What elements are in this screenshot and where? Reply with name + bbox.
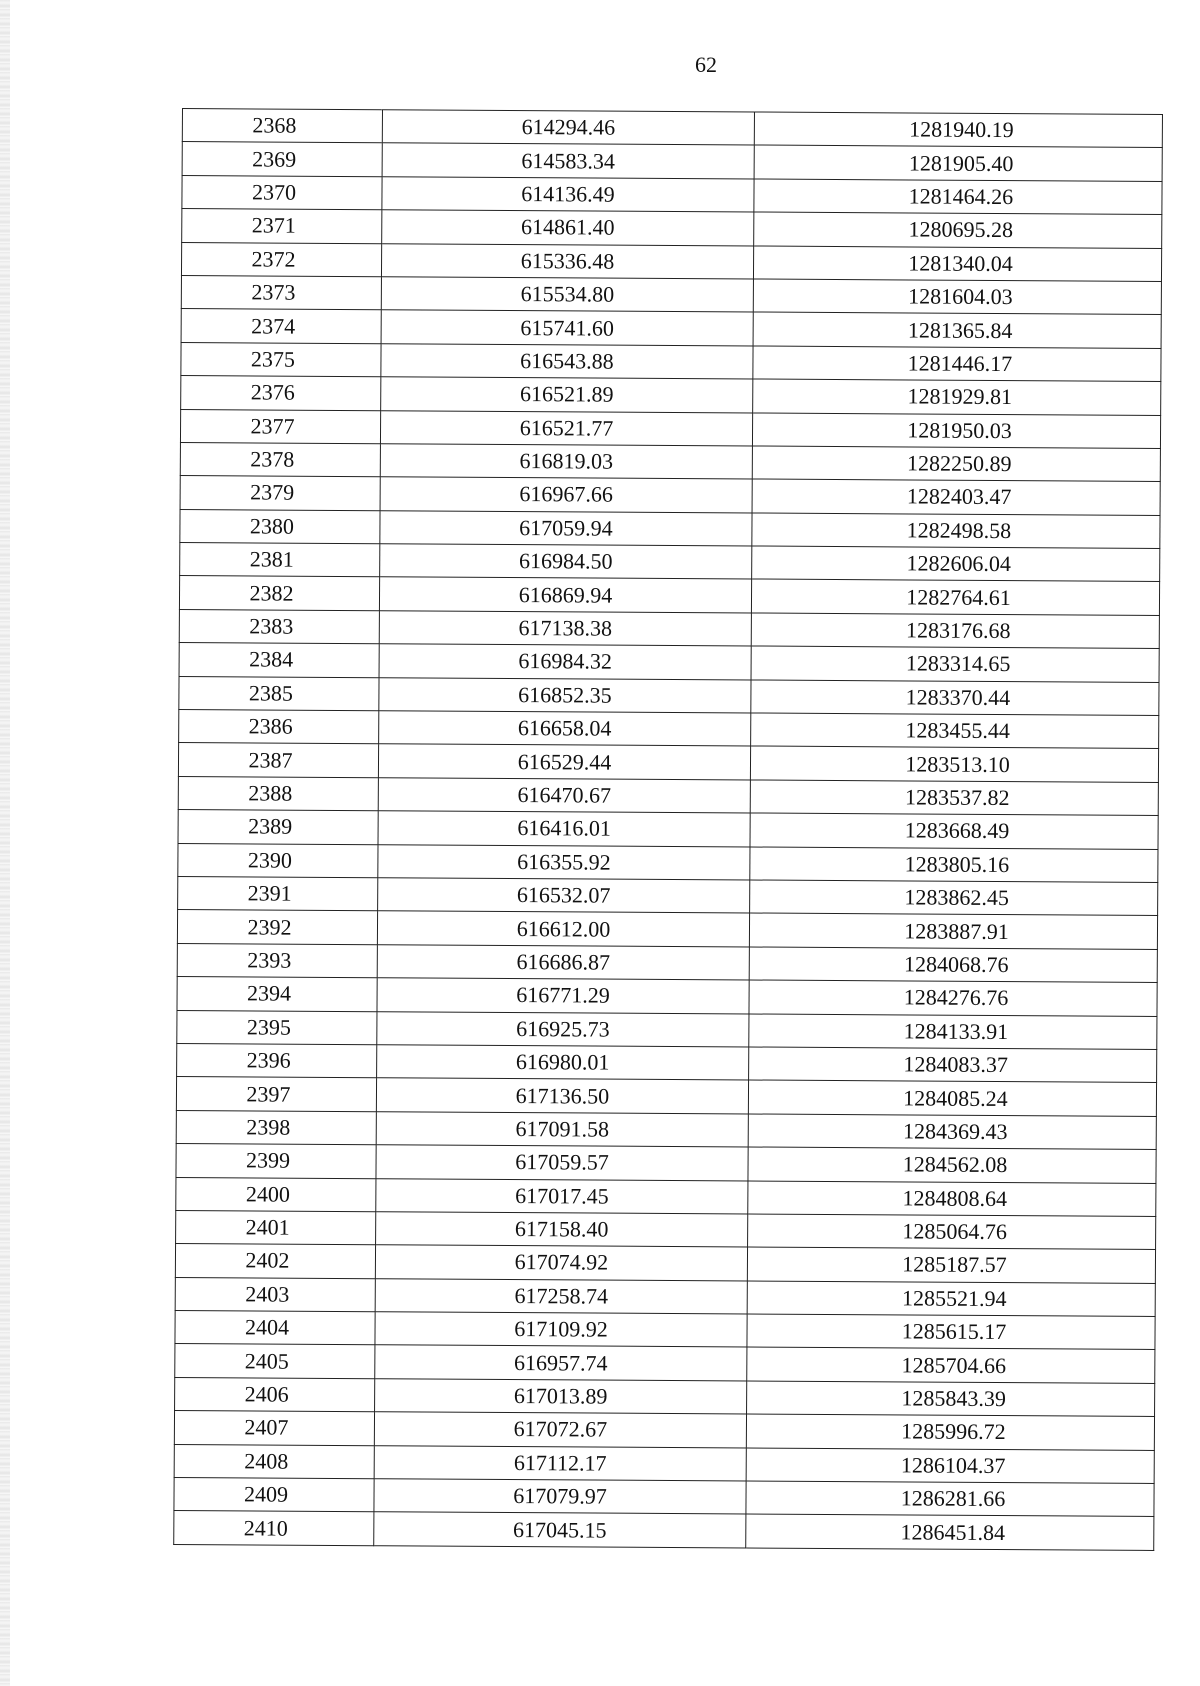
- x-coordinate-cell: 616521.77: [380, 410, 752, 446]
- point-number-cell: 2382: [179, 576, 379, 611]
- table-row: [174, 1511, 1154, 1550]
- x-coordinate-cell: 617112.17: [374, 1445, 746, 1481]
- x-coordinate-cell: 616416.01: [378, 811, 750, 847]
- page-number: 62: [695, 52, 717, 77]
- point-number-cell: 2399: [176, 1144, 376, 1179]
- y-coordinate-cell: 1284133.91: [749, 1014, 1157, 1050]
- y-coordinate-cell: 1286281.66: [746, 1481, 1154, 1517]
- point-number-cell: 2371: [182, 209, 382, 244]
- point-number-cell: 2396: [177, 1043, 377, 1078]
- x-coordinate-cell: 617091.58: [376, 1111, 748, 1147]
- y-coordinate-cell: 1281365.84: [753, 312, 1161, 348]
- y-coordinate-cell: 1285064.76: [748, 1214, 1156, 1250]
- table-body: [174, 109, 1163, 1551]
- y-coordinate-cell: 1281940.19: [754, 112, 1162, 148]
- point-number-cell: 2395: [177, 1010, 377, 1045]
- x-coordinate-cell: 617136.50: [376, 1078, 748, 1114]
- x-coordinate-cell: 617158.40: [376, 1212, 748, 1248]
- point-number-cell: 2383: [179, 609, 379, 644]
- y-coordinate-cell: 1281929.81: [753, 379, 1161, 415]
- y-coordinate-cell: 1281950.03: [752, 413, 1160, 449]
- x-coordinate-cell: 614136.49: [382, 177, 754, 213]
- x-coordinate-cell: 614861.40: [382, 210, 754, 246]
- point-number-cell: 2391: [178, 876, 378, 911]
- x-coordinate-cell: 617059.57: [376, 1145, 748, 1181]
- y-coordinate-cell: 1282498.58: [752, 513, 1160, 549]
- y-coordinate-cell: 1281604.03: [753, 279, 1161, 315]
- point-number-cell: 2405: [175, 1344, 375, 1379]
- y-coordinate-cell: 1284808.64: [748, 1180, 1156, 1216]
- x-coordinate-cell: 616925.73: [377, 1011, 749, 1047]
- x-coordinate-cell: 616869.94: [379, 577, 751, 613]
- point-number-cell: 2402: [175, 1244, 375, 1279]
- x-coordinate-cell: 617079.97: [374, 1479, 746, 1515]
- y-coordinate-cell: 1284068.76: [749, 947, 1157, 983]
- point-number-cell: 2373: [181, 275, 381, 310]
- point-number-cell: 2375: [181, 342, 381, 377]
- point-number-cell: 2387: [178, 743, 378, 778]
- point-number-cell: 2378: [180, 442, 380, 477]
- x-coordinate-cell: 616543.88: [381, 343, 753, 379]
- y-coordinate-cell: 1282764.61: [751, 579, 1159, 615]
- x-coordinate-cell: 617059.94: [380, 510, 752, 546]
- point-number-cell: 2403: [175, 1277, 375, 1312]
- y-coordinate-cell: 1284369.43: [748, 1114, 1156, 1150]
- point-number-cell: 2384: [179, 643, 379, 678]
- y-coordinate-cell: 1284562.08: [748, 1147, 1156, 1183]
- x-coordinate-cell: 617017.45: [376, 1178, 748, 1214]
- point-number-cell: 2410: [174, 1511, 374, 1546]
- x-coordinate-cell: 617138.38: [379, 611, 751, 647]
- y-coordinate-cell: 1281905.40: [754, 145, 1162, 181]
- y-coordinate-cell: 1283314.65: [751, 646, 1159, 682]
- point-number-cell: 2390: [178, 843, 378, 878]
- y-coordinate-cell: 1285704.66: [747, 1347, 1155, 1383]
- x-coordinate-cell: 617072.67: [374, 1412, 746, 1448]
- point-number-cell: 2386: [179, 710, 379, 745]
- point-number-cell: 2381: [180, 543, 380, 578]
- point-number-cell: 2408: [174, 1444, 374, 1479]
- point-number-cell: 2385: [179, 676, 379, 711]
- scan-edge: [0, 0, 10, 1686]
- y-coordinate-cell: 1286451.84: [746, 1514, 1154, 1550]
- y-coordinate-cell: 1283455.44: [751, 713, 1159, 749]
- y-coordinate-cell: 1281340.04: [753, 246, 1161, 282]
- point-number-cell: 2397: [176, 1077, 376, 1112]
- x-coordinate-cell: 616984.50: [380, 544, 752, 580]
- x-coordinate-cell: 616957.74: [375, 1345, 747, 1381]
- y-coordinate-cell: 1280695.28: [754, 212, 1162, 248]
- point-number-cell: 2370: [182, 175, 382, 210]
- x-coordinate-cell: 614583.34: [382, 143, 754, 179]
- point-number-cell: 2374: [181, 309, 381, 344]
- point-number-cell: 2380: [180, 509, 380, 544]
- x-coordinate-cell: 616521.89: [381, 377, 753, 413]
- point-number-cell: 2401: [176, 1210, 376, 1245]
- x-coordinate-cell: 616532.07: [378, 878, 750, 914]
- y-coordinate-cell: 1281446.17: [753, 346, 1161, 382]
- y-coordinate-cell: 1283805.16: [750, 847, 1158, 883]
- point-number-cell: 2406: [175, 1377, 375, 1412]
- x-coordinate-cell: 616686.87: [377, 944, 749, 980]
- y-coordinate-cell: 1282250.89: [752, 446, 1160, 482]
- y-coordinate-cell: 1282606.04: [752, 546, 1160, 582]
- x-coordinate-cell: 616771.29: [377, 978, 749, 1014]
- x-coordinate-cell: 616980.01: [377, 1045, 749, 1081]
- x-coordinate-cell: 616984.32: [379, 644, 751, 680]
- x-coordinate-cell: 615336.48: [381, 243, 753, 279]
- y-coordinate-cell: 1283537.82: [750, 780, 1158, 816]
- x-coordinate-cell: 616658.04: [379, 711, 751, 747]
- y-coordinate-cell: 1286104.37: [746, 1448, 1154, 1484]
- point-number-cell: 2404: [175, 1311, 375, 1346]
- point-number-cell: 2388: [178, 776, 378, 811]
- point-number-cell: 2369: [182, 142, 382, 177]
- x-coordinate-cell: 616819.03: [380, 444, 752, 480]
- y-coordinate-cell: 1284083.37: [749, 1047, 1157, 1083]
- y-coordinate-cell: 1284085.24: [748, 1080, 1156, 1116]
- y-coordinate-cell: 1282403.47: [752, 479, 1160, 515]
- x-coordinate-cell: 617074.92: [375, 1245, 747, 1281]
- point-number-cell: 2400: [176, 1177, 376, 1212]
- y-coordinate-cell: 1285615.17: [747, 1314, 1155, 1350]
- y-coordinate-cell: 1281464.26: [754, 179, 1162, 215]
- point-number-cell: 2376: [181, 376, 381, 411]
- y-coordinate-cell: 1283668.49: [750, 813, 1158, 849]
- point-number-cell: 2389: [178, 810, 378, 845]
- point-number-cell: 2398: [176, 1110, 376, 1145]
- y-coordinate-cell: 1285187.57: [747, 1247, 1155, 1283]
- point-number-cell: 2409: [174, 1477, 374, 1512]
- x-coordinate-cell: 615741.60: [381, 310, 753, 346]
- x-coordinate-cell: 617013.89: [375, 1379, 747, 1415]
- y-coordinate-cell: 1285843.39: [747, 1381, 1155, 1417]
- x-coordinate-cell: 617258.74: [375, 1278, 747, 1314]
- x-coordinate-cell: 616529.44: [378, 744, 750, 780]
- point-number-cell: 2407: [174, 1411, 374, 1446]
- point-number-cell: 2372: [181, 242, 381, 277]
- y-coordinate-cell: 1283370.44: [751, 680, 1159, 716]
- x-coordinate-cell: 617045.15: [374, 1512, 746, 1548]
- x-coordinate-cell: 615534.80: [381, 277, 753, 313]
- x-coordinate-cell: 617109.92: [375, 1312, 747, 1348]
- point-number-cell: 2379: [180, 476, 380, 511]
- x-coordinate-cell: 616355.92: [378, 844, 750, 880]
- point-number-cell: 2394: [177, 977, 377, 1012]
- point-number-cell: 2377: [180, 409, 380, 444]
- coordinates-table-wrapper: [173, 108, 1162, 1551]
- point-number-cell: 2392: [177, 910, 377, 945]
- x-coordinate-cell: 616852.35: [379, 677, 751, 713]
- y-coordinate-cell: 1285521.94: [747, 1281, 1155, 1317]
- x-coordinate-cell: 614294.46: [382, 110, 754, 146]
- point-number-cell: 2368: [182, 109, 382, 144]
- y-coordinate-cell: 1283513.10: [750, 746, 1158, 782]
- y-coordinate-cell: 1283176.68: [751, 613, 1159, 649]
- coordinates-table: [173, 108, 1163, 1551]
- point-number-cell: 2393: [177, 943, 377, 978]
- y-coordinate-cell: 1283887.91: [749, 913, 1157, 949]
- x-coordinate-cell: 616967.66: [380, 477, 752, 513]
- y-coordinate-cell: 1283862.45: [750, 880, 1158, 916]
- y-coordinate-cell: 1284276.76: [749, 980, 1157, 1016]
- x-coordinate-cell: 616612.00: [377, 911, 749, 947]
- x-coordinate-cell: 616470.67: [378, 778, 750, 814]
- y-coordinate-cell: 1285996.72: [746, 1414, 1154, 1450]
